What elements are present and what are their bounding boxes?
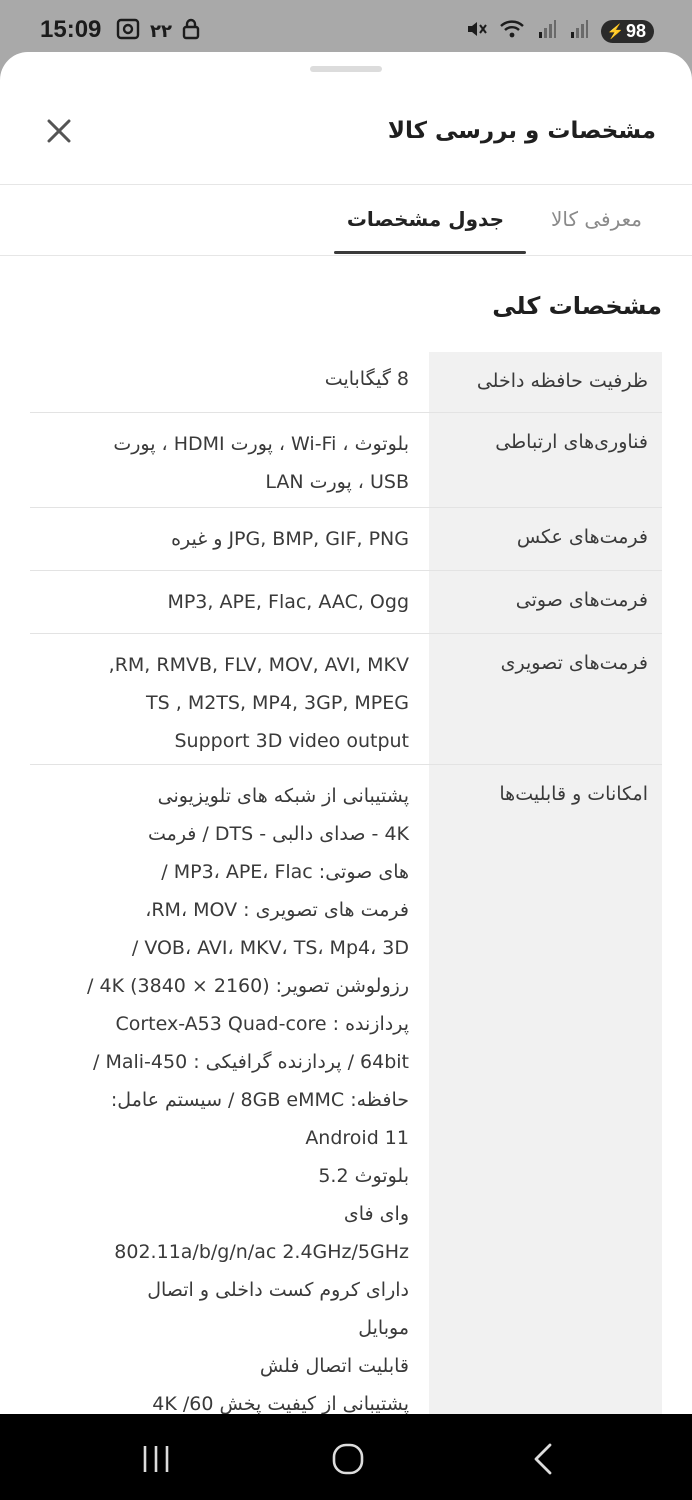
tab-spec-table[interactable]: جدول مشخصات — [346, 207, 504, 231]
spec-value — [30, 571, 429, 633]
spec-value-line: موبایل — [358, 1317, 409, 1339]
screenshot-icon — [116, 18, 140, 45]
sheet-drag-handle[interactable] — [310, 66, 382, 72]
spec-value — [30, 765, 429, 1414]
spec-value-line: قابلیت اتصال فلش — [259, 1355, 409, 1377]
system-nav-bar — [0, 1414, 692, 1500]
tab-product-intro[interactable]: معرفی کالا — [550, 207, 642, 231]
spec-value-line: بلوتوث 5.2 — [318, 1165, 409, 1187]
spec-value-line: فرمت های تصویری : RM، MOV، — [145, 899, 409, 921]
close-icon[interactable] — [44, 116, 74, 146]
spec-value-line: پشتیبانی از کیفیت پخش 60/ 4K — [152, 1393, 409, 1414]
spec-value — [30, 413, 429, 507]
spec-value-line: 8 گیگابایت — [324, 368, 409, 390]
spec-value — [30, 634, 429, 764]
spec-key: فرمت‌های عکس — [429, 508, 662, 570]
spec-value-line: VOB، AVI، MKV، TS، Mp4، 3D / — [131, 937, 409, 959]
tab-bar — [0, 185, 692, 256]
spec-value-line: Android 11 — [305, 1127, 409, 1149]
spec-value-line: دارای کروم کست داخلی و اتصال — [147, 1279, 409, 1301]
spec-value — [30, 508, 429, 570]
spec-value-line: JPG, BMP, GIF, PNG و غیره — [171, 528, 409, 550]
date-badge: ۲۲ — [150, 21, 172, 42]
recents-button[interactable] — [140, 1442, 174, 1476]
wifi-icon — [499, 18, 525, 44]
home-button[interactable] — [331, 1442, 365, 1476]
status-left-icons — [116, 18, 200, 45]
spec-row — [30, 765, 662, 1414]
spec-key: فرمت‌های صوتی — [429, 571, 662, 633]
mute-icon — [465, 18, 487, 44]
bottom-sheet — [0, 52, 692, 1414]
battery-indicator — [601, 20, 654, 43]
spec-value-line: پردازنده : Cortex-A53 Quad-core — [115, 1013, 409, 1035]
charging-icon: ⚡ — [606, 22, 624, 39]
spec-value-line: پشتیبانی از شبکه های تلویزیونی — [157, 785, 409, 807]
spec-value-line: USB ، پورت LAN — [265, 471, 409, 493]
spec-row — [30, 352, 662, 413]
spec-value-line: حافظه: 8GB eMMC / سیستم عامل: — [110, 1089, 409, 1111]
spec-value-line: TS , M2TS, MP4, 3GP, MPEG — [146, 692, 409, 714]
spec-value — [30, 352, 429, 412]
spec-row — [30, 634, 662, 765]
spec-key: امکانات و قابلیت‌ها — [429, 765, 662, 1414]
spec-value-line: 4K - صدای دالبی - DTS / فرمت — [147, 823, 409, 845]
spec-key: ظرفیت حافظه داخلی — [429, 352, 662, 412]
spec-value-line: 802.11a/b/g/n/ac 2.4GHz/5GHz — [114, 1241, 409, 1263]
status-bar — [0, 0, 692, 60]
spec-key: فناوری‌های ارتباطی — [429, 413, 662, 507]
battery-level: 98 — [625, 20, 646, 41]
spec-value-line: وای فای — [343, 1203, 409, 1225]
spec-value-line: بلوتوث ، Wi-Fi ، پورت HDMI ، پورت — [113, 433, 409, 455]
back-button[interactable] — [528, 1442, 562, 1476]
lock-icon — [182, 18, 200, 45]
spec-row — [30, 508, 662, 571]
section-title: مشخصات کلی — [492, 292, 662, 320]
spec-value-line: 64bit / پردازنده گرافیکی : Mali-450 / — [93, 1051, 409, 1073]
spec-row — [30, 413, 662, 508]
status-time: 15:09 — [40, 16, 102, 43]
sheet-header — [0, 96, 692, 185]
spec-table — [30, 352, 662, 1414]
active-tab-indicator — [334, 251, 526, 254]
spec-value-line: MP3, APE, Flac, AAC, Ogg — [167, 591, 409, 613]
spec-value-line: Support 3D video output — [174, 730, 409, 752]
spec-value-line: رزولوشن تصویر: (2160 × 3840) 4K / — [87, 975, 409, 997]
status-right-icons — [465, 18, 654, 44]
signal-icon — [537, 18, 557, 44]
spec-row — [30, 571, 662, 634]
spec-value-line: های صوتی: MP3، APE، Flac / — [161, 861, 409, 883]
spec-value-line: RM, RMVB, FLV, MOV, AVI, MKV, — [108, 654, 409, 676]
sheet-title: مشخصات و بررسی کالا — [387, 118, 656, 144]
spec-key: فرمت‌های تصویری — [429, 634, 662, 764]
signal-icon — [569, 18, 589, 44]
